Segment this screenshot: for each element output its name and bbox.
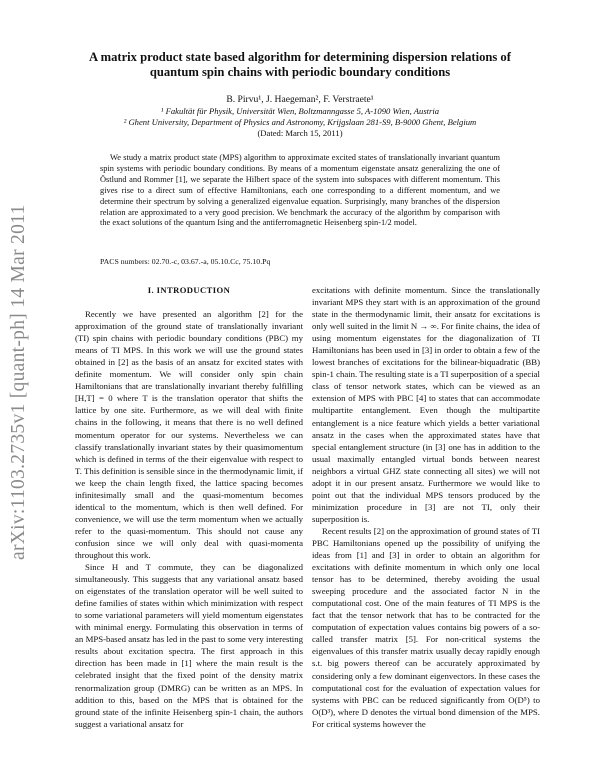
author-list: B. Pirvu¹, J. Haegeman², F. Verstraete¹ — [226, 94, 374, 105]
paper-title-line-2: quantum spin chains with periodic boundary conditions — [149, 65, 451, 79]
intro-paragraph-3: Recent results [2] on the approximation of ground states of TI PBC Hamiltonians opened up the possibility of unifying the ideas from [1] and [3] in order to obtain an algorithm for excitations with definite momentum in which only one local tensor has to be determined, thereby avoiding the usual sweeping procedure and the associated factor N in the computational cost. One of the main features of TI MPS is the fact that the tensor network that has to be contracted for the computation of expectation values contains big powers of a so-called transfer matrix [5]. For non-critical systems the eigenvalues of this transfer matrix usually decay rapidly enough s.t. big powers thereof can be accurately approximated by considering only a few dominant eigenvectors. In these cases the computational cost for the evaluation of expectation values for systems with PBC can be reduced significantly from O(D⁵) to O(D³), where D denotes the virtual bond dimension of the MPS. For critical systems however the — [312, 525, 540, 729]
abstract: We study a matrix product state (MPS) algorithm to approximate excited states of translationally invariant quantum spin systems with periodic boundary conditions. By means of a momentum eigenstate ansatz generalizing the one of Östlund and Rommer [1], we separate the Hilbert space of the system into subspaces with different momentum. This gives rise to a direct sum of effective Hamiltonians, each one corresponding to a different momentum, and we determine their spectrum by solving a generalized eigenvalue equation. Surprisingly, many branches of the dispersion relation are approximated to a very good precision. We benchmark the accuracy of the algorithm by comparison with the exact solutions of the quantum Ising and the antiferromagnetic Heisenberg spin-1/2 model. — [100, 153, 500, 228]
section-heading-introduction: I. INTRODUCTION — [147, 285, 231, 295]
pacs-numbers: PACS numbers: 02.70.-c, 03.67.-a, 05.10.Cc, 75.10.Pq — [100, 257, 271, 266]
affiliation-1: ¹ Fakultät für Physik, Universität Wien, Boltzmanngasse 5, A-1090 Wien, Austria — [160, 106, 440, 116]
date-line: (Dated: March 15, 2011) — [257, 128, 343, 138]
title-block — [60, 50, 540, 139]
intro-paragraph-2-continued: excitations with definite momentum. Since the translationally invariant MPS they start with is an approximation of the ground state in the thermodynamic limit, their ansatz for excitations is only well suited in the limit N → ∞. For finite chains, the idea of using momentum eigenstates for the diagonalization of TI Hamiltonians has been used in [3] in order to obtain a few of the lowest branches of excitations for the bilinear-biquadratic (BB) spin-1 chain. The resulting state is a TI superposition of a special class of tensor network states, which can be viewed as an extension of MPS with PBC [4] to states that can accommodate multipartite entanglement. Even though the multipartite entanglement is a nice feature which yields a better variational ansatz in the cases when the approximated states have that special entanglement structure (in [3] one has in addition to the usual maximally entangled virtual bonds between nearest neighbors a virtual GHZ state connecting all sites) we will not adopt it in our present ansatz. Furthermore we would like to point out that the individual MPS tensors produced by the minimization procedure in [3] are not TI, only their superposition is. — [312, 285, 540, 524]
paper-title-line-1: A matrix product state based algorithm for determining dispersion relations of — [89, 50, 511, 64]
right-column — [312, 284, 540, 730]
intro-paragraph-2: Since H and T commute, they can be diagonalized simultaneously. This suggests that any variational ansatz based on eigenstates of the translation operator will be well suited to define families of states within which minimization with respect to some variational parameters will yield momentum eigenstates with minimal energy. Formulating this observation in terms of an MPS-based ansatz has led in the past to some very interesting results about excitation spectra. The first approach in this direction has been made in [1] where the main result is the celebrated insight that the fixed point of the density matrix renormalization group (DMRG) can be written as an MPS. In addition to this, based on the MPS that is obtained for the ground state of the infinite Heisenberg spin-1 chain, the authors suggest a variational ansatz for — [75, 562, 303, 729]
arxiv-identifier-stamp: arXiv:1103.2735v1 [quant-ph] 14 Mar 2011 — [8, 204, 29, 560]
affiliation-2: ² Ghent University, Department of Physics and Astronomy, Krijgslaan 281-S9, B-9000 Ghent, Belgium — [123, 117, 477, 127]
intro-paragraph-1: Recently we have presented an algorithm [2] for the approximation of the ground state of translationally invariant (TI) spin chains with periodic boundary conditions (PBC) my means of TI MPS. In this work we will use the ground states obtained in [2] as the basis of an ansatz for excited states with definite momentum. We will consider only spin chain Hamiltonians that are translationally invariant thereby fulfilling [H,T] = 0 where T is the translation operator that shifts the lattice by one site. Furthermore, as we will deal with finite chains in the following, it means that there is no well defined momentum operator for our systems. Nevertheless we can classify translationally invariant states by their quasimomentum which is defined in terms of the their eigenvalue with respect to T. This definition is sensible since in the thermodynamic limit, if we keep the chain length fixed, the lattice spacing becomes infinitesimally small and the quasi-momentum becomes identical to the momentum, which is then well defined. For convenience, we will use the term momentum when we actually refer to the quasi-momentum. This should not cause any confusion since we will only deal with quasi-momenta throughout this work. — [75, 309, 303, 560]
left-column — [75, 284, 303, 730]
